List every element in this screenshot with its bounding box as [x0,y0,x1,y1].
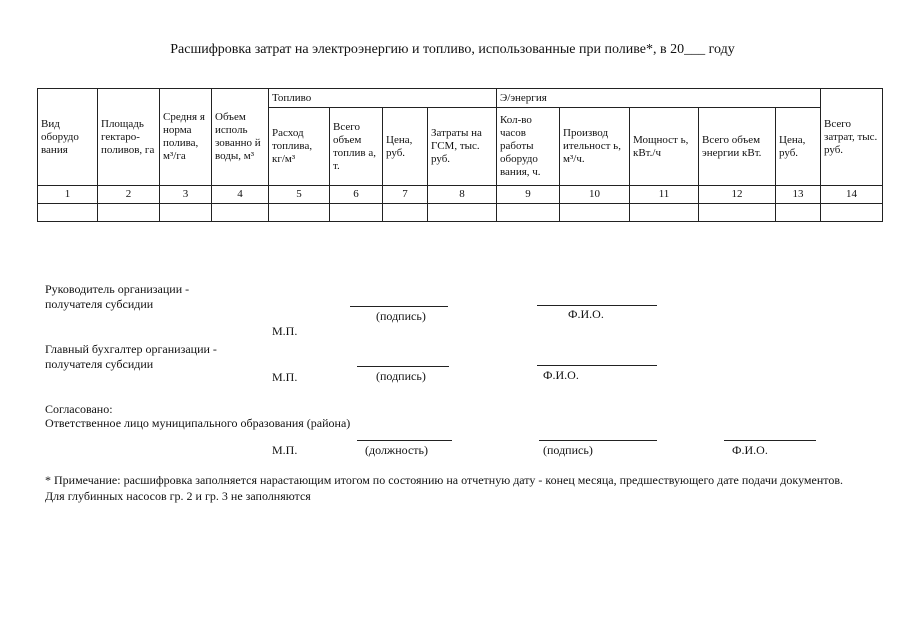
column-number-row [38,186,883,204]
expense-table [37,88,883,222]
header-energy-productivity: Производ ительност ь, м³/ч. [560,108,630,186]
blank-data-row [38,204,883,222]
column-number: 13 [776,186,821,204]
column-number: 9 [497,186,560,204]
accountant-signature-line [357,366,449,367]
header-energy-price: Цена, руб. [776,108,821,186]
header-energy-total: Всего объем энергии кВт. [699,108,776,186]
document-title: Расшифровка затрат на электроэнергию и топливо, использованные при поливе*, в 20___ году [170,42,735,57]
header-vid: Вид оборудо вания [38,89,98,186]
head-fio-caption: Ф.И.О. [568,307,604,321]
accountant-fio-caption: Ф.И.О. [543,368,579,382]
column-number: 12 [699,186,776,204]
header-fuel-volume: Всего объем топлив а, т. [330,108,383,186]
column-number: 8 [428,186,497,204]
column-number: 6 [330,186,383,204]
header-energy-hours: Кол-во часов работы оборудо вания, ч. [497,108,560,186]
column-number: 3 [160,186,212,204]
column-number: 5 [269,186,330,204]
column-number: 1 [38,186,98,204]
footnote: * Примечание: расшифровка заполняется нарастающим итогом по состоянию на отчетную дату - конец месяца, предшествующего дате подачи документов. Для глубинных насосов гр. 2 и гр. 3 не заполняются [45,473,844,503]
responsible-signature-caption: (подпись) [543,443,593,457]
position-line [357,440,452,441]
accountant-fio-line [537,365,657,366]
responsible-fio-caption: Ф.И.О. [732,443,768,457]
head-signature-caption: (подпись) [376,309,426,323]
header-volume: Объем исполь зованно й воды, м³ [212,89,269,186]
header-fuel-price: Цена, руб. [383,108,428,186]
header-fuel-consumption: Расход топлива, кг/м³ [269,108,330,186]
head-fio-line [537,305,657,306]
column-number: 2 [98,186,160,204]
header-fuel-cost: Затраты на ГСМ, тыс. руб. [428,108,497,186]
position-caption: (должность) [365,443,428,457]
responsible-fio-line [724,440,816,441]
header-fuel-group: Топливо [269,89,497,108]
responsible-person-label: Ответственное лицо муниципального образования (района) [45,416,351,430]
accountant-signature-caption: (подпись) [376,369,426,383]
header-norm: Средня я норма полива, м³/га [160,89,212,186]
agreed-stamp-label: М.П. [272,443,298,457]
column-number: 7 [383,186,428,204]
head-label-line1: Руководитель организации - [45,282,190,296]
header-energy-power: Мощност ь, кВт./ч [630,108,699,186]
head-label-line2: получателя субсидии [45,297,154,311]
head-signature-line [350,306,448,307]
responsible-signature-line [539,440,657,441]
head-stamp-label: М.П. [272,324,298,338]
header-total: Всего затрат, тыс. руб. [821,89,883,186]
column-number: 11 [630,186,699,204]
column-number: 14 [821,186,883,204]
agreed-label: Согласовано: [45,402,113,416]
column-number: 4 [212,186,269,204]
header-energy-group: Э/энергия [497,89,821,108]
header-area: Площадь гектаро-поливов, га [98,89,160,186]
accountant-label-line2: получателя субсидии [45,357,154,371]
accountant-label-line1: Главный бухгалтер организации - [45,342,217,356]
column-number: 10 [560,186,630,204]
accountant-stamp-label: М.П. [272,370,298,384]
